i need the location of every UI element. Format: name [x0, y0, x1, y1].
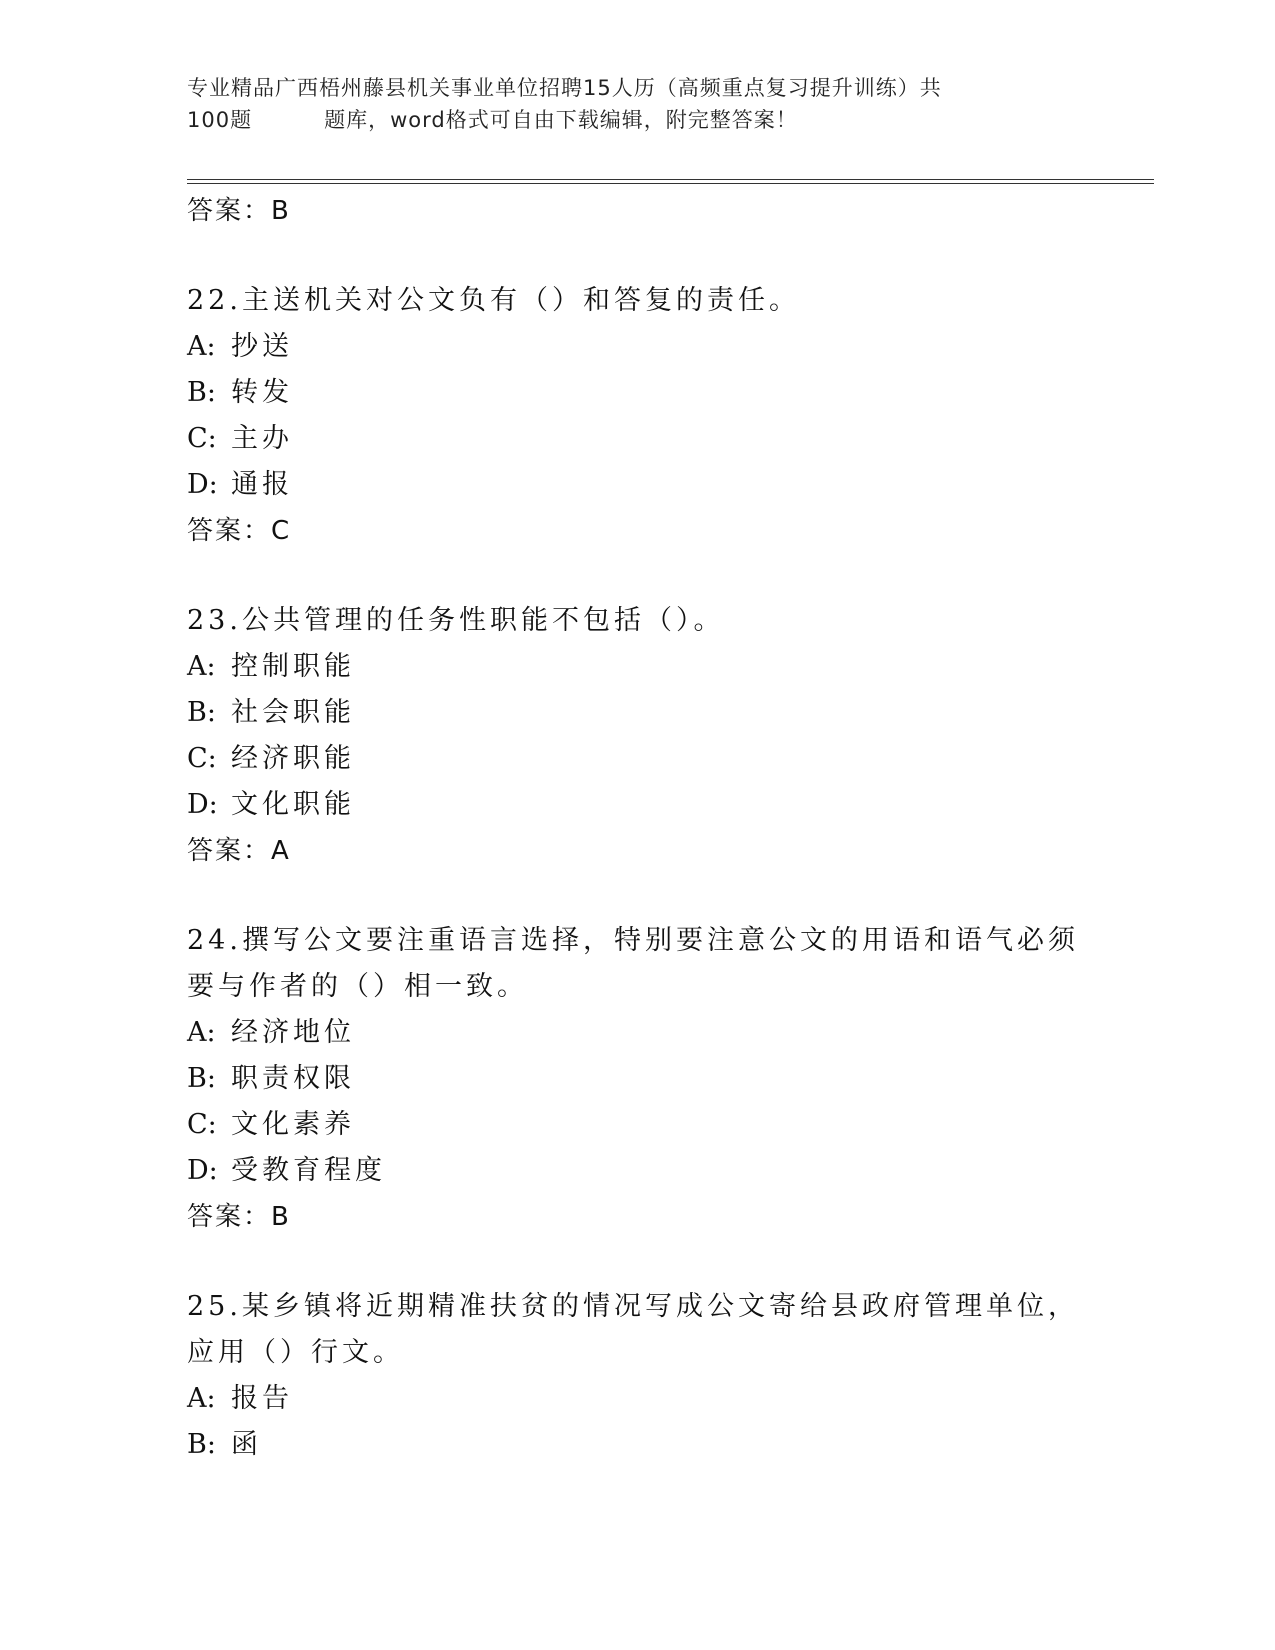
option-key: D:	[187, 469, 218, 500]
option-key: A:	[187, 1017, 216, 1048]
question-list	[187, 188, 1087, 1468]
option-key: D:	[187, 1155, 218, 1186]
option-key: A:	[187, 1383, 216, 1414]
option-text: 报告	[231, 1383, 293, 1414]
option-key: B:	[187, 377, 216, 408]
question-text: 24.撰写公文要注重语言选择，特别要注意公文的用语和语气必须要与作者的（）相一致。	[187, 925, 1079, 1002]
header-description: 题库，word格式可自由下载编辑，附完整答案！	[324, 108, 798, 132]
option-text: 经济职能	[231, 743, 355, 774]
option-item	[187, 1422, 1087, 1468]
option-key: D:	[187, 789, 218, 820]
option-text: 受教育程度	[231, 1155, 386, 1186]
option-text: 主办	[231, 423, 293, 454]
header-title-line-1: 专业精品广西梧州藤县机关事业单位招聘15人历（高频重点复习提升训练）共	[187, 76, 942, 100]
option-item	[187, 782, 1087, 828]
option-key: B:	[187, 1063, 216, 1094]
option-item	[187, 690, 1087, 736]
question-text: 22.主送机关对公文负有（）和答复的责任。	[187, 285, 800, 316]
option-text: 职责权限	[231, 1063, 355, 1094]
header-question-count: 100题	[187, 108, 253, 132]
option-item	[187, 462, 1087, 508]
option-key: B:	[187, 1429, 216, 1460]
option-text: 经济地位	[231, 1017, 355, 1048]
option-text: 转发	[231, 377, 293, 408]
question-block	[187, 278, 1087, 554]
option-item	[187, 1148, 1087, 1194]
option-text: 函	[231, 1429, 262, 1460]
option-item	[187, 736, 1087, 782]
option-item	[187, 1102, 1087, 1148]
answer-line: 答案：C	[187, 516, 292, 546]
answer-line: 答案：B	[187, 1202, 291, 1232]
question-block	[187, 598, 1087, 874]
option-text: 抄送	[231, 331, 293, 362]
option-item	[187, 370, 1087, 416]
option-key: A:	[187, 651, 216, 682]
option-key: C:	[187, 743, 217, 774]
option-item	[187, 1376, 1087, 1422]
option-text: 文化职能	[231, 789, 355, 820]
question-text: 23.公共管理的任务性职能不包括（）。	[187, 605, 725, 636]
option-item	[187, 1056, 1087, 1102]
option-item	[187, 416, 1087, 462]
answer-line: 答案：A	[187, 836, 291, 866]
header-title-line-2	[187, 104, 1087, 136]
page-header	[187, 72, 1087, 136]
option-item	[187, 324, 1087, 370]
option-text: 通报	[231, 469, 293, 500]
option-key: C:	[187, 423, 217, 454]
question-text: 25.某乡镇将近期精准扶贫的情况写成公文寄给县政府管理单位，应用（）行文。	[187, 1291, 1079, 1368]
header-divider-top	[187, 179, 1154, 180]
option-item	[187, 1010, 1087, 1056]
answer-line: 答案：B	[187, 196, 291, 226]
option-item	[187, 644, 1087, 690]
option-key: A:	[187, 331, 216, 362]
option-text: 文化素养	[231, 1109, 355, 1140]
option-text: 控制职能	[231, 651, 355, 682]
option-text: 社会职能	[231, 697, 355, 728]
question-block	[187, 918, 1087, 1240]
option-key: B:	[187, 697, 216, 728]
option-key: C:	[187, 1109, 217, 1140]
header-divider-bottom	[187, 183, 1154, 184]
question-block	[187, 1284, 1087, 1468]
